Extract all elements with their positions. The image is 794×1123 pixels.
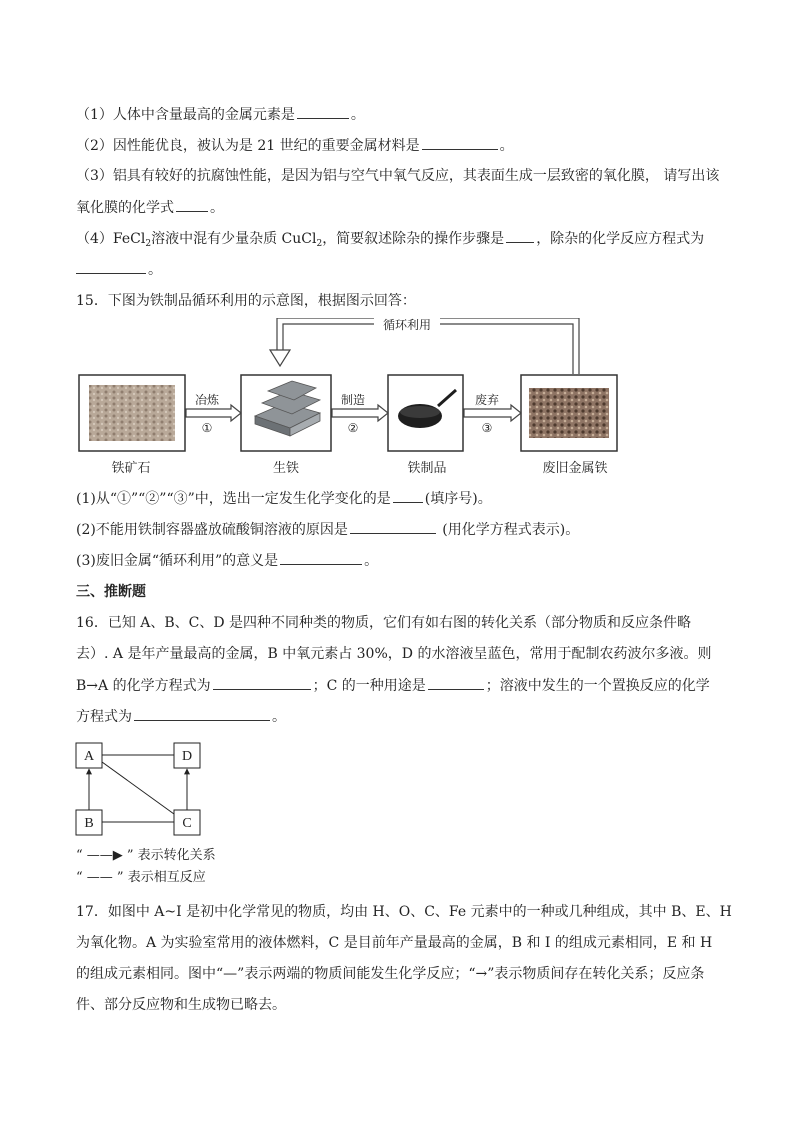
q15-stem: 15．下图为铁制品循环利用的示意图，根据图示回答： bbox=[76, 293, 416, 309]
q16-line1: 16．已知 A、B、C、D 是四种不同种类的物质，它们有如右图的转化关系（部分物质和反应条件略 bbox=[76, 615, 692, 631]
q17-line3: 的组成元素相同。图中“—”表示两端的物质间能发生化学反应；“→”表示物质间存在转化关系；反应条 bbox=[76, 966, 705, 982]
recycle-label: 循环利用 bbox=[382, 318, 432, 332]
q15-sub2: (2)不能用铁制容器盛放硫酸铜溶液的原因是 (用化学方程式表示)。 bbox=[76, 519, 579, 540]
q16-line4: 方程式为 。 bbox=[76, 706, 286, 727]
answer-blank[interactable] bbox=[176, 197, 208, 212]
answer-blank[interactable] bbox=[350, 519, 436, 534]
q14-part2: （2）因性能优良，被认为是 21 世纪的重要金属材料是 。 bbox=[76, 135, 514, 156]
q17-line1: 17．如图中 A~I 是初中化学常见的物质，均由 H、O、C、Fe 元素中的一种或几种组成，其中 B、E、H bbox=[76, 904, 732, 920]
answer-blank[interactable] bbox=[213, 675, 311, 690]
q17-line4: 件、部分反应物和生成物已略去。 bbox=[76, 997, 286, 1013]
caption-iron-product: 铁制品 bbox=[407, 460, 447, 475]
arrow-num-2: ② bbox=[347, 421, 359, 435]
q14-part3-line1: （3）铝具有较好的抗腐蚀性能，是因为铝与空气中氧气反应，其表面生成一层致密的氧化膜， 请写出该 bbox=[76, 168, 720, 184]
caption-iron-ore: 铁矿石 bbox=[111, 460, 151, 475]
legend-reaction: “ —— ” 表示相互反应 bbox=[76, 870, 206, 885]
q15-sub1: (1)从“①”“②”“③”中，选出一定发生化学变化的是 (填序号)。 bbox=[76, 488, 492, 509]
abcd-relation-diagram bbox=[70, 738, 230, 838]
q14-part3-line2: 氧化膜的化学式 。 bbox=[76, 197, 224, 218]
answer-blank[interactable] bbox=[280, 550, 362, 565]
caption-scrap-iron: 废旧金属铁 bbox=[542, 460, 608, 475]
caption-pig-iron: 生铁 bbox=[272, 460, 300, 475]
svg-text:A: A bbox=[83, 749, 95, 764]
arrow-label-smelt: 冶炼 bbox=[194, 393, 220, 407]
arrow-num-3: ③ bbox=[481, 421, 493, 435]
svg-text:B: B bbox=[84, 816, 94, 831]
arrow-num-1: ① bbox=[201, 421, 213, 435]
q14-part4-line2: 。 bbox=[76, 259, 162, 280]
svg-text:D: D bbox=[181, 749, 193, 764]
svg-text:C: C bbox=[182, 816, 192, 831]
answer-blank[interactable] bbox=[76, 259, 146, 274]
q16-line2: 去）. A 是年产量最高的金属，B 中氧元素占 30%，D 的水溶液呈蓝色，常用于配制农药波尔多液。则 bbox=[76, 646, 712, 662]
answer-blank[interactable] bbox=[297, 104, 349, 119]
q15-sub3: (3)废旧金属“循环利用”的意义是 。 bbox=[76, 550, 378, 571]
answer-blank[interactable] bbox=[393, 488, 423, 503]
answer-blank[interactable] bbox=[506, 228, 534, 243]
q17-line2: 为氧化物。A 为实验室常用的液体燃料，C 是目前年产量最高的金属，B 和 I 的组成元素相同，E 和 H bbox=[76, 935, 713, 951]
iron-cycle-diagram bbox=[0, 318, 794, 488]
q16-line3: B→A 的化学方程式为 ；C 的一种用途是 ；溶液中发生的一个置换反应的化学 bbox=[76, 675, 710, 696]
arrow-label-make: 制造 bbox=[340, 393, 366, 407]
q14-part1: （1）人体中含量最高的金属元素是 。 bbox=[76, 104, 365, 125]
arrow-label-discard: 废弃 bbox=[474, 393, 500, 407]
legend-conversion: “ ——▶ ” 表示转化关系 bbox=[76, 848, 216, 863]
q14-part4-line1: （4）FeCl$_2$溶液中混有少量杂质 CuCl$_2$，简要叙述除杂的操作步骤是 ，除杂的化学反应方程式为 bbox=[76, 228, 704, 254]
answer-blank[interactable] bbox=[422, 135, 498, 150]
answer-blank[interactable] bbox=[428, 675, 484, 690]
answer-blank[interactable] bbox=[134, 706, 270, 721]
section-heading: 三、推断题 bbox=[76, 584, 146, 600]
